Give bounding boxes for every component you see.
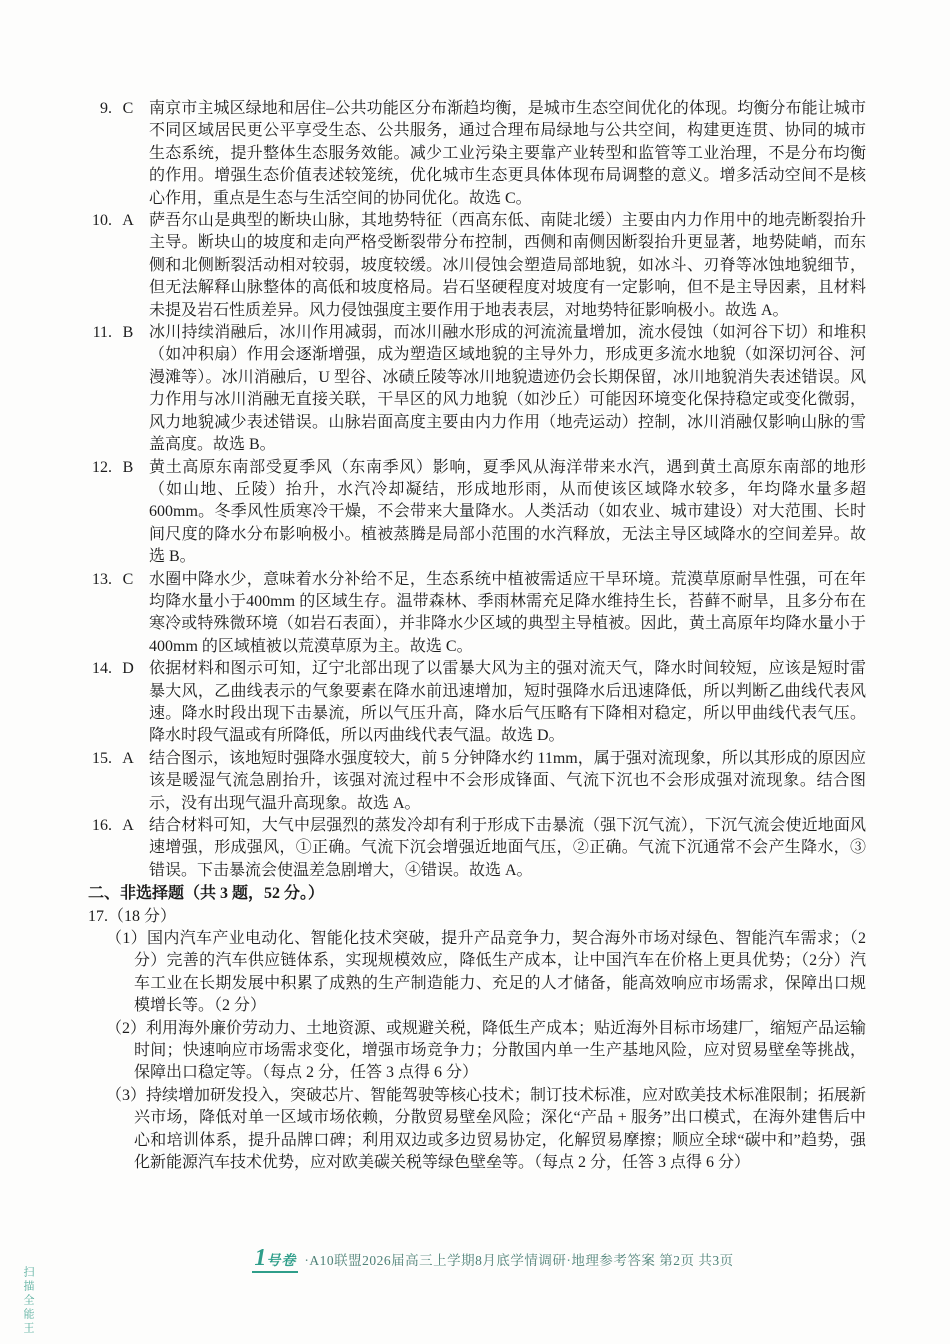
answer-item-9 bbox=[88, 98, 866, 210]
page-footer bbox=[18, 1245, 950, 1273]
answer-item-10 bbox=[88, 210, 866, 322]
question-number: 12. bbox=[92, 458, 112, 476]
answer-item-12 bbox=[88, 457, 866, 569]
question-17-part-2: （2）利用海外廉价劳动力、土地资源、或规避关税，降低生产成本；贴近海外目标市场建厂，缩短产品运输时间；快速响应市场需求变化，增强市场竞争力；分散国内单一生产基地风险，应对贸易壁垒等挑战，保障出口稳定等。（每点 2 分，任答 3 点得 6 分） bbox=[106, 1019, 867, 1082]
answer-explanation: 依据材料和图示可知，辽宁北部出现了以雷暴大风为主的强对流天气，降水时间较短，应该是短时雷暴大风，乙曲线表示的气象要素在降水前迅速增加，短时强降水后迅速降低，所以判断乙曲线代表风速。降水时段出现下击暴流，所以气压升高，降水后气压略有下降相对稳定，所以甲曲线代表气压。降水时段气温或有所降低，所以丙曲线代表气温。故选 D。 bbox=[149, 660, 866, 745]
question-number: 11. bbox=[92, 324, 112, 342]
question-number: 10. bbox=[92, 212, 112, 230]
answer-letter: A bbox=[122, 212, 134, 230]
section-header-non-choice: 二、非选择题（共 3 题，52 分。） bbox=[88, 885, 325, 903]
answer-item-16 bbox=[88, 815, 866, 882]
answer-explanation: 水圈中降水少，意味着水分补给不足，生态系统中植被需适应干旱环境。荒漠草原耐旱性强，可在年均降水量小于400mm 的区域生存。温带森林、季雨林需充足降水维持生长，苔藓不耐旱，且多分布在寒冷或特殊微环境（如岩石表面），并非降水少区域的典型主导植被。因此，黄土高原年均降水量小于400mm 的区域植被以荒漠草原为主。故选 C。 bbox=[149, 570, 866, 655]
question-number: 9. bbox=[100, 100, 112, 117]
question-number: 15. bbox=[92, 749, 112, 767]
answer-letter: C bbox=[122, 570, 134, 588]
answer-explanation: 结合材料可知，大气中层强烈的蒸发冷却有利于形成下击暴流（强下沉气流），下沉气流会使近地面风速增强，形成强风，①正确。气流下沉会增强近地面气压，②正确。气流下沉通常不会产生降水，③错误。下击暴流会使温差急剧增大，④错误。故选 A。 bbox=[149, 817, 866, 879]
answer-explanation: 结合图示，该地短时强降水强度较大，前 5 分钟降水约 11mm，属于强对流现象，所以其形成的原因应该是暖湿气流急剧抬升，该强对流过程中不会形成锋面、气流下沉也不会形成强对流现象。结合图示，没有出现气温升高现象。故选 A。 bbox=[149, 749, 866, 812]
answer-explanation: 南京市主城区绿地和居住–公共功能区分布渐趋均衡，是城市生态空间优化的体现。均衡分布能让城市不同区域居民更公平享受生态、公共服务，通过合理布局绿地与公共空间，构建更连贯、协同的城市生态系统，提升整体生态服务效能。减少工业污染主要靠产业转型和监管等工业治理，不是分布均衡的作用。增强生态价值表述较笼统，优化城市生态更具体体现布局调整的意义。增多活动空间不是核心作用，重点是生态与生活空间的协同优化。故选 C。 bbox=[149, 100, 866, 207]
answer-letter: C bbox=[122, 100, 134, 117]
question-number: 16. bbox=[92, 817, 112, 834]
answer-letter: B bbox=[122, 458, 134, 476]
answer-explanation: 冰川持续消融后，冰川作用减弱，而冰川融水形成的河流流量增加，流水侵蚀（如河谷下切）和堆积（如冲积扇）作用会逐渐增强，成为塑造区域地貌的主导外力，形成更多流水地貌（如深切河谷、河漫滩等）。冰川消融后，U 型谷、冰碛丘陵等冰川地貌遗迹仍会长期保留，冰川地貌消失表述错误。风力作用与冰川消融无直接关联，干旱区的风力地貌（如沙丘）可能因环境变化保持稳定或变化微弱，风力地貌减少表述错误。山脉岩面高度主要由内力作用（地壳运动）控制，冰川消融仅影响山脉的雪盖高度。故选 B。 bbox=[149, 324, 866, 454]
footer-caption: ·A10联盟2026届高三上学期8月底学情调研·地理参考答案 第2页 共3页 bbox=[304, 1253, 734, 1268]
logo-number: 1 bbox=[254, 1245, 267, 1271]
question-17-part-3: （3）持续增加研发投入，突破芯片、智能驾驶等核心技术；制订技术标准，应对欧美技术标准限制；拓展新兴市场，降低对单一区域市场依赖，分散贸易壁垒风险；深化“产品 + 服务”出口模式，在海外建售后中心和培训体系，提升品牌口碑；利用双边或多边贸易协定，化解贸易摩擦；顺应全球“碳中和”趋势，强化新能源汽车技术优势，应对欧美碳关税等绿色壁垒等。（每点 2 分，任答 3 点得 6 分） bbox=[106, 1086, 867, 1172]
answer-letter: B bbox=[122, 324, 134, 342]
answer-item-14 bbox=[88, 658, 866, 748]
question-number: 13. bbox=[92, 570, 112, 588]
answer-letter: D bbox=[122, 660, 134, 678]
answers-content bbox=[88, 98, 866, 1175]
answer-explanation: 萨吾尔山是典型的断块山脉，其地势特征（西高东低、南陡北缓）主要由内力作用中的地壳断裂抬升主导。断块山的坡度和走向严格受断裂带分布控制，西侧和南侧因断裂抬升更显著，地势陡峭，而东侧和北侧断裂活动相对较弱，坡度较缓。冰川侵蚀会塑造局部地貌，如冰斗、刃脊等冰蚀地貌细节，但无法解释山脉整体的高低和坡度格局。岩石坚硬程度对坡度有一定影响，但不是主导因素，且材料未提及岩石性质差异。风力侵蚀强度主要作用于地表表层，对地势特征影响极小。故选 A。 bbox=[149, 212, 866, 319]
answer-letter: A bbox=[122, 817, 134, 834]
answer-item-15 bbox=[88, 748, 866, 815]
answer-explanation: 黄土高原东南部受夏季风（东南季风）影响，夏季风从海洋带来水汽，遇到黄土高原东南部的地形（如山地、丘陵）抬升，水汽冷却凝结，形成地形雨，从而使该区域降水较多，年均降水量多超 600mm。冬季风性质寒冷干燥，不会带来大量降水。人类活动（如农业、城市建设）对大范围、长时间尺度的降水分布影响极小。植被蒸腾是局部小范围的水汽释放，无法主导区域降水的空间差异。故选 B。 bbox=[149, 458, 866, 566]
answer-item-13 bbox=[88, 569, 866, 659]
answer-letter: A bbox=[122, 749, 134, 767]
scanner-watermark: 扫描全能王 bbox=[22, 1266, 34, 1336]
logo-text: 号卷 bbox=[266, 1254, 297, 1269]
question-number: 14. bbox=[92, 660, 112, 678]
answer-item-11 bbox=[88, 322, 866, 456]
question-17-part-1: （1）国内汽车产业电动化、智能化技术突破，提升产品竞争力，契合海外市场对绿色、智能汽车需求；（2分）完善的汽车供应链体系，实现规模效应，降低生产成本，让中国汽车在价格上更具优势；（2分）汽车工业在长期发展中积累了成熟的生产制造能力、充足的人才储备，能高效响应市场需求，保障出口规模增长等。（2 分） bbox=[106, 930, 866, 1015]
question-17-label: 17.（18 分） bbox=[88, 907, 177, 925]
exam-brand-logo bbox=[252, 1245, 298, 1273]
